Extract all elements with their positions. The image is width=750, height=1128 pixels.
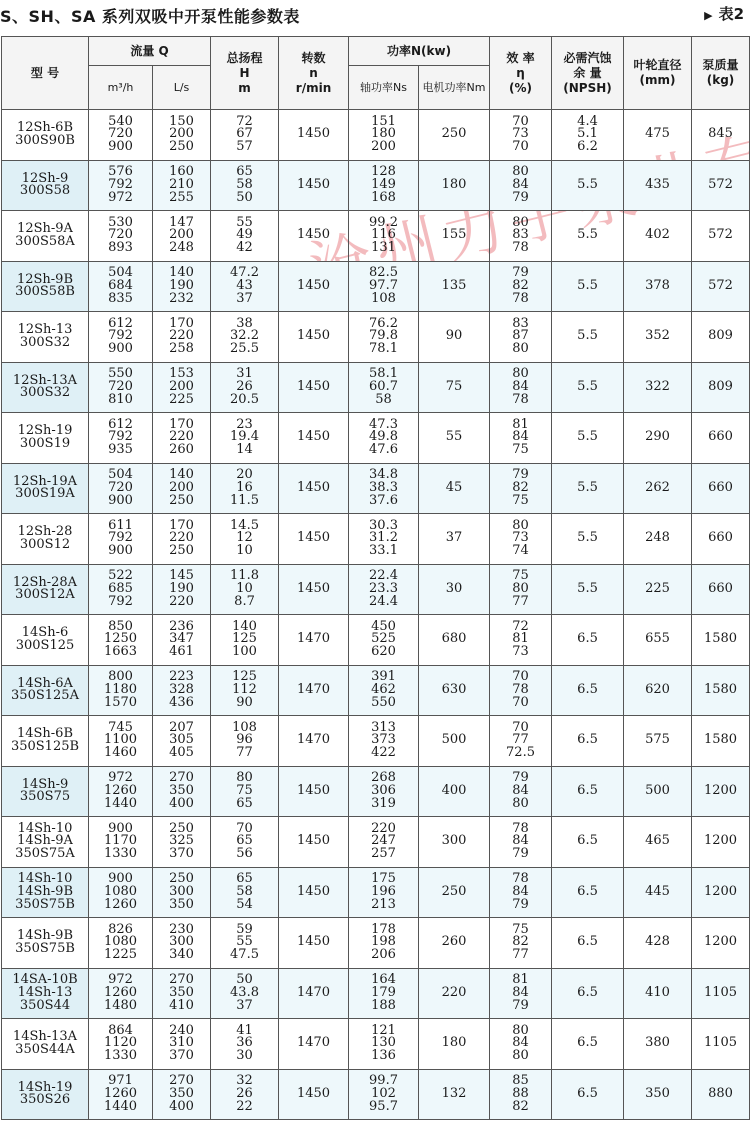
npsh-cell: 5.5 (552, 413, 624, 464)
impeller-cell: 290 (624, 413, 692, 464)
shaft-power-cell: 268 306 319 (349, 766, 419, 817)
npsh-cell: 6.5 (552, 615, 624, 666)
flow-m3h-cell: 971 1260 1440 (89, 1069, 153, 1120)
motor-power-cell: 135 (419, 261, 490, 312)
head-cell: 55 49 42 (211, 211, 279, 262)
impeller-cell: 475 (624, 110, 692, 161)
weight-cell: 572 (692, 211, 750, 262)
table-row (2, 312, 750, 363)
flow-ls-cell: 207 305 405 (153, 716, 211, 767)
table-row (2, 817, 750, 868)
weight-cell: 1580 (692, 665, 750, 716)
flow-ls-cell: 140 200 250 (153, 463, 211, 514)
header-head: 总扬程 H m (211, 37, 279, 110)
npsh-cell: 6.5 (552, 867, 624, 918)
flow-ls-cell: 145 190 220 (153, 564, 211, 615)
motor-power-cell: 680 (419, 615, 490, 666)
npsh-cell: 6.5 (552, 766, 624, 817)
impeller-cell: 435 (624, 160, 692, 211)
motor-power-cell: 90 (419, 312, 490, 363)
table-row (2, 1019, 750, 1070)
model-cell: 14SA-10B 14Sh-13 350S44 (2, 968, 89, 1019)
npsh-cell: 5.5 (552, 564, 624, 615)
npsh-cell: 5.5 (552, 362, 624, 413)
efficiency-cell: 79 84 80 (490, 766, 552, 817)
head-cell: 11.8 10 8.7 (211, 564, 279, 615)
model-cell: 14Sh-6A 350S125A (2, 665, 89, 716)
efficiency-cell: 80 83 78 (490, 211, 552, 262)
impeller-cell: 445 (624, 867, 692, 918)
header-weight: 泵质量 (kg) (692, 37, 750, 110)
flow-m3h-cell: 550 720 810 (89, 362, 153, 413)
table-body (2, 110, 750, 1120)
model-cell: 12Sh-19A 300S19A (2, 463, 89, 514)
flow-m3h-cell: 900 1080 1260 (89, 867, 153, 918)
head-cell: 108 96 77 (211, 716, 279, 767)
efficiency-cell: 80 84 78 (490, 362, 552, 413)
motor-power-cell: 45 (419, 463, 490, 514)
model-cell: 14Sh-6B 350S125B (2, 716, 89, 767)
table-row (2, 514, 750, 565)
shaft-power-cell: 220 247 257 (349, 817, 419, 868)
speed-cell: 1450 (279, 312, 349, 363)
head-cell: 23 19.4 14 (211, 413, 279, 464)
shaft-power-cell: 76.2 79.8 78.1 (349, 312, 419, 363)
head-cell: 14.5 12 10 (211, 514, 279, 565)
efficiency-cell: 79 82 75 (490, 463, 552, 514)
head-cell: 65 58 54 (211, 867, 279, 918)
flow-m3h-cell: 612 792 900 (89, 312, 153, 363)
flow-m3h-cell: 530 720 893 (89, 211, 153, 262)
flow-ls-cell: 250 325 370 (153, 817, 211, 868)
speed-cell: 1450 (279, 1069, 349, 1120)
header-impeller: 叶轮直径 (mm) (624, 37, 692, 110)
head-cell: 50 43.8 37 (211, 968, 279, 1019)
efficiency-cell: 70 77 72.5 (490, 716, 552, 767)
impeller-cell: 655 (624, 615, 692, 666)
head-cell: 125 112 90 (211, 665, 279, 716)
table-row (2, 564, 750, 615)
shaft-power-cell: 30.3 31.2 33.1 (349, 514, 419, 565)
speed-cell: 1450 (279, 160, 349, 211)
shaft-power-cell: 178 198 206 (349, 918, 419, 969)
npsh-cell: 6.5 (552, 1069, 624, 1120)
shaft-power-cell: 121 130 136 (349, 1019, 419, 1070)
head-cell: 59 55 47.5 (211, 918, 279, 969)
speed-cell: 1450 (279, 463, 349, 514)
triangle-icon: ▶ (704, 9, 713, 22)
table-row (2, 160, 750, 211)
impeller-cell: 500 (624, 766, 692, 817)
head-cell: 47.2 43 37 (211, 261, 279, 312)
model-cell: 12Sh-13 300S32 (2, 312, 89, 363)
head-cell: 20 16 11.5 (211, 463, 279, 514)
shaft-power-cell: 34.8 38.3 37.6 (349, 463, 419, 514)
motor-power-cell: 155 (419, 211, 490, 262)
impeller-cell: 225 (624, 564, 692, 615)
efficiency-cell: 80 84 79 (490, 160, 552, 211)
npsh-cell: 6.5 (552, 817, 624, 868)
npsh-cell: 6.5 (552, 1019, 624, 1070)
npsh-cell: 5.5 (552, 160, 624, 211)
flow-ls-cell: 230 300 340 (153, 918, 211, 969)
efficiency-cell: 81 84 75 (490, 413, 552, 464)
impeller-cell: 262 (624, 463, 692, 514)
npsh-cell: 6.5 (552, 968, 624, 1019)
speed-cell: 1450 (279, 867, 349, 918)
npsh-cell: 5.5 (552, 261, 624, 312)
shaft-power-cell: 47.3 49.8 47.6 (349, 413, 419, 464)
npsh-cell: 5.5 (552, 514, 624, 565)
efficiency-cell: 72 81 73 (490, 615, 552, 666)
efficiency-cell: 81 84 79 (490, 968, 552, 1019)
header-motor-power: 电机功率Nm (419, 66, 490, 110)
flow-ls-cell: 140 190 232 (153, 261, 211, 312)
shaft-power-cell: 128 149 168 (349, 160, 419, 211)
model-cell: 12Sh-19 300S19 (2, 413, 89, 464)
table-row (2, 665, 750, 716)
speed-cell: 1450 (279, 564, 349, 615)
table-row (2, 413, 750, 464)
motor-power-cell: 400 (419, 766, 490, 817)
flow-m3h-cell: 850 1250 1663 (89, 615, 153, 666)
impeller-cell: 428 (624, 918, 692, 969)
flow-m3h-cell: 826 1080 1225 (89, 918, 153, 969)
model-cell: 12Sh-28 300S12 (2, 514, 89, 565)
motor-power-cell: 75 (419, 362, 490, 413)
motor-power-cell: 132 (419, 1069, 490, 1120)
flow-m3h-cell: 612 792 935 (89, 413, 153, 464)
flow-ls-cell: 223 328 436 (153, 665, 211, 716)
flow-m3h-cell: 972 1260 1440 (89, 766, 153, 817)
impeller-cell: 575 (624, 716, 692, 767)
motor-power-cell: 260 (419, 918, 490, 969)
table-row (2, 463, 750, 514)
table-row (2, 362, 750, 413)
efficiency-cell: 78 84 79 (490, 817, 552, 868)
weight-cell: 880 (692, 1069, 750, 1120)
weight-cell: 845 (692, 110, 750, 161)
efficiency-cell: 70 73 70 (490, 110, 552, 161)
impeller-cell: 410 (624, 968, 692, 1019)
weight-cell: 1200 (692, 817, 750, 868)
flow-m3h-cell: 504 720 900 (89, 463, 153, 514)
speed-cell: 1450 (279, 413, 349, 464)
header-power: 功率N(kw) (349, 37, 490, 66)
shaft-power-cell: 58.1 60.7 58 (349, 362, 419, 413)
weight-cell: 809 (692, 362, 750, 413)
header-shaft-power: 轴功率Ns (349, 66, 419, 110)
header-flow: 流量 Q (89, 37, 211, 66)
speed-cell: 1450 (279, 514, 349, 565)
table-number-label: 表2 (718, 5, 744, 23)
weight-cell: 660 (692, 413, 750, 464)
speed-cell: 1450 (279, 261, 349, 312)
head-cell: 80 75 65 (211, 766, 279, 817)
flow-ls-cell: 270 350 410 (153, 968, 211, 1019)
speed-cell: 1450 (279, 362, 349, 413)
speed-cell: 1450 (279, 110, 349, 161)
impeller-cell: 322 (624, 362, 692, 413)
npsh-cell: 5.5 (552, 211, 624, 262)
page-title: S、SH、SA 系列双吸中开泵性能参数表 (0, 7, 300, 26)
flow-m3h-cell: 972 1260 1480 (89, 968, 153, 1019)
model-cell: 14Sh-10 14Sh-9A 350S75A (2, 817, 89, 868)
model-cell: 14Sh-6 300S125 (2, 615, 89, 666)
head-cell: 65 58 50 (211, 160, 279, 211)
motor-power-cell: 180 (419, 160, 490, 211)
impeller-cell: 378 (624, 261, 692, 312)
header-npsh: 必需汽蚀 余 量 (NPSH) (552, 37, 624, 110)
impeller-cell: 380 (624, 1019, 692, 1070)
motor-power-cell: 300 (419, 817, 490, 868)
head-cell: 72 67 57 (211, 110, 279, 161)
speed-cell: 1450 (279, 766, 349, 817)
table-row (2, 918, 750, 969)
motor-power-cell: 500 (419, 716, 490, 767)
weight-cell: 572 (692, 160, 750, 211)
weight-cell: 809 (692, 312, 750, 363)
flow-ls-cell: 250 300 350 (153, 867, 211, 918)
flow-m3h-cell: 504 684 835 (89, 261, 153, 312)
weight-cell: 1105 (692, 968, 750, 1019)
pump-parameter-table (1, 36, 750, 1120)
shaft-power-cell: 82.5 97.7 108 (349, 261, 419, 312)
shaft-power-cell: 175 196 213 (349, 867, 419, 918)
flow-m3h-cell: 800 1180 1570 (89, 665, 153, 716)
shaft-power-cell: 313 373 422 (349, 716, 419, 767)
flow-ls-cell: 170 220 250 (153, 514, 211, 565)
weight-cell: 1200 (692, 918, 750, 969)
flow-m3h-cell: 540 720 900 (89, 110, 153, 161)
head-cell: 140 125 100 (211, 615, 279, 666)
npsh-cell: 5.5 (552, 312, 624, 363)
motor-power-cell: 37 (419, 514, 490, 565)
table-number (704, 0, 744, 28)
weight-cell: 660 (692, 463, 750, 514)
weight-cell: 1580 (692, 615, 750, 666)
head-cell: 31 26 20.5 (211, 362, 279, 413)
table-row (2, 968, 750, 1019)
flow-ls-cell: 170 220 258 (153, 312, 211, 363)
flow-m3h-cell: 611 792 900 (89, 514, 153, 565)
model-cell: 14Sh-9B 350S75B (2, 918, 89, 969)
flow-m3h-cell: 745 1100 1460 (89, 716, 153, 767)
efficiency-cell: 75 80 77 (490, 564, 552, 615)
efficiency-cell: 85 88 82 (490, 1069, 552, 1120)
shaft-power-cell: 99.2 116 131 (349, 211, 419, 262)
model-cell: 12Sh-28A 300S12A (2, 564, 89, 615)
flow-ls-cell: 150 200 250 (153, 110, 211, 161)
table-row (2, 615, 750, 666)
impeller-cell: 248 (624, 514, 692, 565)
motor-power-cell: 55 (419, 413, 490, 464)
flow-ls-cell: 270 350 400 (153, 1069, 211, 1120)
weight-cell: 660 (692, 514, 750, 565)
head-cell: 32 26 22 (211, 1069, 279, 1120)
flow-m3h-cell: 900 1170 1330 (89, 817, 153, 868)
head-cell: 70 65 56 (211, 817, 279, 868)
header-flow-m3h: m³/h (89, 66, 153, 110)
header-speed: 转数 n r/min (279, 37, 349, 110)
motor-power-cell: 250 (419, 867, 490, 918)
flow-m3h-cell: 576 792 972 (89, 160, 153, 211)
head-cell: 38 32.2 25.5 (211, 312, 279, 363)
flow-ls-cell: 147 200 248 (153, 211, 211, 262)
model-cell: 14Sh-19 350S26 (2, 1069, 89, 1120)
weight-cell: 1580 (692, 716, 750, 767)
motor-power-cell: 180 (419, 1019, 490, 1070)
flow-ls-cell: 270 350 400 (153, 766, 211, 817)
shaft-power-cell: 22.4 23.3 24.4 (349, 564, 419, 615)
speed-cell: 1450 (279, 817, 349, 868)
header-model: 型 号 (2, 37, 89, 110)
model-cell: 14Sh-10 14Sh-9B 350S75B (2, 867, 89, 918)
npsh-cell: 6.5 (552, 918, 624, 969)
shaft-power-cell: 391 462 550 (349, 665, 419, 716)
speed-cell: 1450 (279, 918, 349, 969)
shaft-power-cell: 151 180 200 (349, 110, 419, 161)
speed-cell: 1470 (279, 968, 349, 1019)
efficiency-cell: 79 82 78 (490, 261, 552, 312)
npsh-cell: 4.4 5.1 6.2 (552, 110, 624, 161)
model-cell: 12Sh-9B 300S58B (2, 261, 89, 312)
weight-cell: 1105 (692, 1019, 750, 1070)
model-cell: 12Sh-6B 300S90B (2, 110, 89, 161)
impeller-cell: 352 (624, 312, 692, 363)
weight-cell: 1200 (692, 867, 750, 918)
flow-ls-cell: 153 200 225 (153, 362, 211, 413)
efficiency-cell: 70 78 70 (490, 665, 552, 716)
impeller-cell: 465 (624, 817, 692, 868)
efficiency-cell: 80 84 80 (490, 1019, 552, 1070)
npsh-cell: 6.5 (552, 716, 624, 767)
npsh-cell: 6.5 (552, 665, 624, 716)
speed-cell: 1470 (279, 716, 349, 767)
impeller-cell: 620 (624, 665, 692, 716)
head-cell: 41 36 30 (211, 1019, 279, 1070)
impeller-cell: 350 (624, 1069, 692, 1120)
flow-ls-cell: 170 220 260 (153, 413, 211, 464)
weight-cell: 660 (692, 564, 750, 615)
flow-m3h-cell: 864 1120 1330 (89, 1019, 153, 1070)
model-cell: 12Sh-13A 300S32 (2, 362, 89, 413)
table-row (2, 261, 750, 312)
table-row (2, 110, 750, 161)
weight-cell: 1200 (692, 766, 750, 817)
shaft-power-cell: 164 179 188 (349, 968, 419, 1019)
speed-cell: 1470 (279, 1019, 349, 1070)
speed-cell: 1470 (279, 615, 349, 666)
table-row (2, 1069, 750, 1120)
flow-m3h-cell: 522 685 792 (89, 564, 153, 615)
table-row (2, 766, 750, 817)
flow-ls-cell: 240 310 370 (153, 1019, 211, 1070)
npsh-cell: 5.5 (552, 463, 624, 514)
model-cell: 12Sh-9 300S58 (2, 160, 89, 211)
model-cell: 14Sh-9 350S75 (2, 766, 89, 817)
flow-ls-cell: 160 210 255 (153, 160, 211, 211)
efficiency-cell: 75 82 77 (490, 918, 552, 969)
model-cell: 14Sh-13A 350S44A (2, 1019, 89, 1070)
table-row (2, 211, 750, 262)
header-efficiency: 效 率 η (%) (490, 37, 552, 110)
shaft-power-cell: 99.7 102 95.7 (349, 1069, 419, 1120)
speed-cell: 1450 (279, 211, 349, 262)
efficiency-cell: 78 84 79 (490, 867, 552, 918)
shaft-power-cell: 450 525 620 (349, 615, 419, 666)
efficiency-cell: 83 87 80 (490, 312, 552, 363)
weight-cell: 572 (692, 261, 750, 312)
header-flow-ls: L/s (153, 66, 211, 110)
impeller-cell: 402 (624, 211, 692, 262)
motor-power-cell: 250 (419, 110, 490, 161)
table-row (2, 867, 750, 918)
motor-power-cell: 220 (419, 968, 490, 1019)
speed-cell: 1470 (279, 665, 349, 716)
efficiency-cell: 80 73 74 (490, 514, 552, 565)
table-row (2, 716, 750, 767)
motor-power-cell: 630 (419, 665, 490, 716)
flow-ls-cell: 236 347 461 (153, 615, 211, 666)
model-cell: 12Sh-9A 300S58A (2, 211, 89, 262)
motor-power-cell: 30 (419, 564, 490, 615)
